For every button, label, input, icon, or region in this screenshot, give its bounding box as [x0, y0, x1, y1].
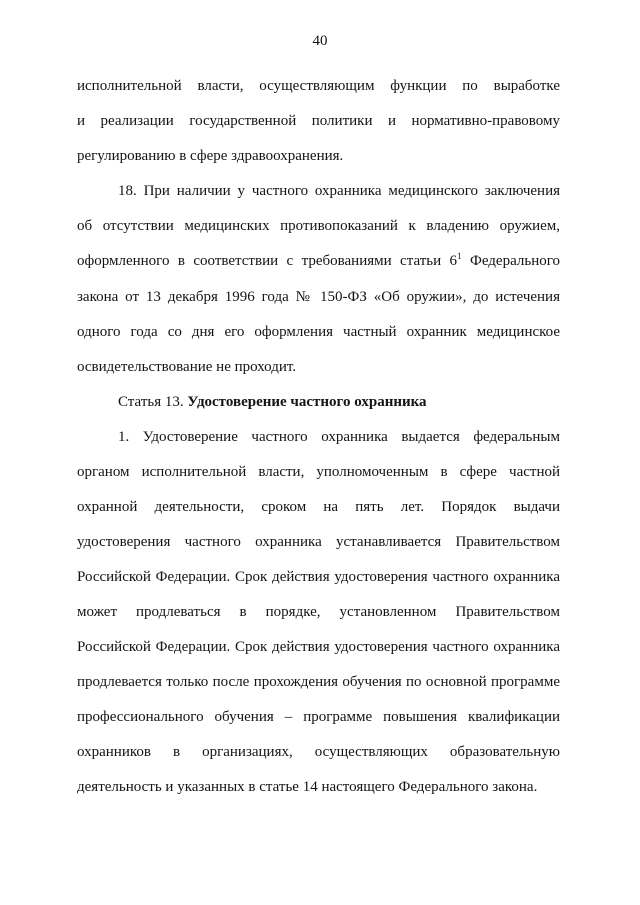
text-line: освидетельствование не проходит.: [77, 359, 297, 375]
text-line: охранной деятельности, сроком на пять лет. Порядок выдачи: [77, 499, 560, 515]
superscript: 1: [457, 251, 462, 261]
text-line: продлевается только после прохождения обучения по основной программе: [77, 674, 560, 690]
text-line: закона от 13 декабря 1996 года № 150-ФЗ «Об оружии», до истечения: [77, 289, 560, 305]
text-line: деятельность и указанных в статье 14 настоящего Федерального закона.: [77, 779, 538, 795]
page-number: 40: [312, 33, 328, 49]
text-line: охранников в организациях, осуществляющих образовательную: [77, 744, 560, 760]
text-line: органом исполнительной власти, уполномоченным в сфере частной: [77, 464, 560, 480]
text-line: 1. Удостоверение частного охранника выдается федеральным: [118, 429, 560, 445]
text-line: Российской Федерации. Срок действия удостоверения частного охранника: [77, 569, 560, 585]
text-line: одного года со дня его оформления частный охранник медицинское: [77, 324, 560, 340]
text-line: Российской Федерации. Срок действия удостоверения частного охранника: [77, 639, 560, 655]
text-line: исполнительной власти, осуществляющим функции по выработке: [77, 78, 560, 94]
text-line: может продлеваться в порядке, установленном Правительством: [77, 604, 560, 620]
text-line: удостоверения частного охранника устанавливается Правительством: [77, 534, 560, 550]
text-line-with-superscript: [77, 252, 560, 270]
text-line: об отсутствии медицинских противопоказаний к владению оружием,: [77, 218, 560, 234]
article-title: Удостоверение частного охранника: [187, 394, 427, 410]
article-label: Статья 13.: [118, 394, 188, 410]
text-line: 18. При наличии у частного охранника медицинского заключения: [118, 183, 560, 199]
article-heading: [118, 393, 427, 411]
text-line: профессионального обучения – программе повышения квалификации: [77, 709, 560, 725]
text-line: регулированию в сфере здравоохранения.: [77, 148, 344, 164]
text-line: и реализации государственной политики и нормативно-правовому: [77, 113, 560, 129]
text-segment: Федерального: [461, 253, 560, 269]
text-segment: оформленного в соответствии с требованиями статьи 6: [77, 253, 458, 269]
